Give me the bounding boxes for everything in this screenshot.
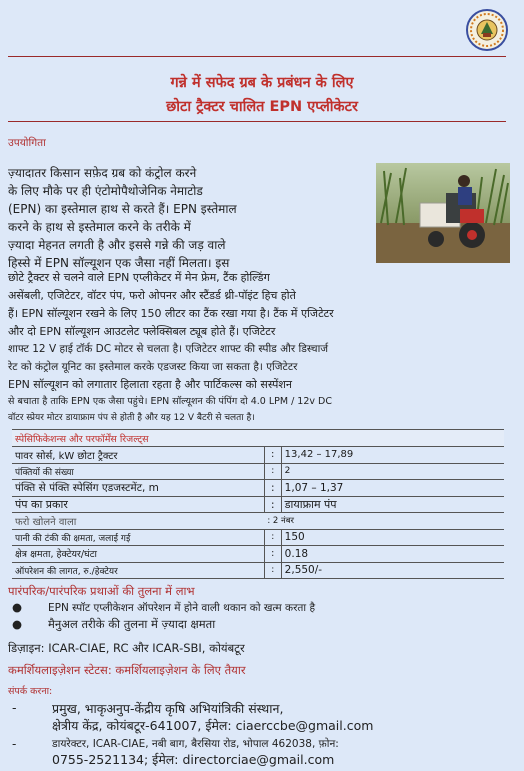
table-row — [12, 562, 504, 579]
benefit-item — [12, 617, 215, 632]
utility-heading: उपयोगिता — [8, 137, 46, 149]
utility-line: हैं। EPN सॉल्यूशन रखने के लिए 150 लीटर का टैंक रखा गया है। टैंक में एजिटेटर — [8, 307, 334, 320]
table-row — [12, 463, 504, 480]
spec-label: पंक्ति से पंक्ति स्पेसिंग एडजस्टमेंट, m — [12, 480, 264, 497]
utility-line: शाफ्ट 12 V हाई टॉर्क DC मोटर से चलता है। एजिटेटर शाफ्ट की स्पीड और डिस्चार्ज — [8, 343, 329, 355]
spec-label: पंक्तियों की संख्या — [12, 463, 264, 480]
benefit-item — [12, 600, 315, 615]
utility-line: करने के हाथ से इस्तेमाल करने के तरीके में — [8, 220, 191, 234]
utility-line: ज़्यादातर किसान सफ़ेद ग्रब को कंट्रोल करने — [8, 166, 197, 180]
spec-label: क्षेत्र क्षमता, हेक्टेयर/घंटा — [12, 546, 264, 563]
utility-line: वॉटर स्प्रेयर मोटर डायाफ्राम पंप से होती है और यह 12 V बैटरी से चलता है। — [8, 413, 255, 423]
spec-label: ऑपरेशन की लागत, रु./हेक्टेयर — [12, 562, 264, 579]
spec-value: 2,550/- — [281, 562, 504, 579]
spec-colon: : — [264, 480, 281, 497]
spec-label: पंप का प्रकार — [12, 496, 264, 513]
utility-line: असेंबली, एजिटेटर, वॉटर पंप, फरो ओपनर और स्टैंडर्ड थ्री-पॉइंट हिच होते — [8, 289, 296, 302]
utility-line: ज़्यादा मेहनत लगती है और इससे गन्ने की जड़ वाले — [8, 238, 226, 252]
contact-heading: संपर्क करना: — [8, 686, 53, 697]
contact-line: प्रमुख, भाकृअनुप-केंद्रीय कृषि अभियांत्रिकी संस्थान, — [52, 701, 284, 716]
spec-value: 0.18 — [281, 546, 504, 563]
spec-value: 150 — [281, 529, 504, 546]
icar-logo — [465, 8, 509, 52]
bullet-icon: ● — [12, 600, 23, 614]
commercial-status: कमर्शियलाइज़ेशन स्टेटस: कमर्शियलाइज़ेशन के लिए तैयार — [8, 663, 246, 677]
contact-line: 0755-2521134; ईमेल: directorciae@gmail.com — [52, 752, 335, 767]
benefit-text: मैनुअल तरीके की तुलना में ज़्यादा क्षमता — [48, 617, 216, 631]
utility-line: हिस्से में EPN सॉल्यूशन एक जैसा नहीं मिलता। इस — [8, 256, 230, 270]
spec-value: 1,07 – 1,37 — [281, 480, 504, 497]
table-row — [12, 513, 504, 530]
design-credit: डिज़ाइन: ICAR-CIAE, RC और ICAR-SBI, कोयंबटूर — [8, 641, 245, 655]
utility-line: और दो EPN सॉल्यूशन आउटलेट फ्लेक्सिबल ट्यूब होते हैं। एजिटेटर — [8, 325, 276, 338]
spec-label: पानी की टंकी की क्षमता, जलाई गई — [12, 529, 264, 546]
table-row — [12, 546, 504, 563]
benefits-heading: पारंपरिक/पारंपरिक प्रथाओं की तुलना में लाभ — [8, 584, 195, 598]
page-title-line2: छोटा ट्रैक्टर चालित EPN एप्लीकेटर — [166, 99, 358, 115]
bullet-icon: ● — [12, 617, 23, 631]
dash-marker: - — [12, 737, 17, 751]
utility-line: (EPN) का इस्तेमाल हाथ से करते हैं। EPN इस्तेमाल — [8, 202, 237, 216]
utility-line: छोटे ट्रैक्टर से चलने वाले EPN एप्लीकेटर में मेन फ्रेम, टैंक होल्डिंग — [8, 271, 270, 284]
spec-table-title: स्पेसिफिकेशन्स और परफॉर्मेंस रिजल्ट्स — [12, 430, 504, 447]
table-row — [12, 480, 504, 497]
spec-value: 2 — [281, 463, 504, 480]
spec-colon: : — [264, 463, 281, 480]
spec-colon: : — [264, 529, 281, 546]
table-row — [12, 529, 504, 546]
table-row — [12, 447, 504, 464]
title-divider — [8, 121, 506, 122]
spec-label: पावर सोर्स, kW छोटा ट्रैक्टर — [12, 447, 264, 464]
utility-line: से बचाता है ताकि EPN एक जैसा पहुंचे। EPN सॉल्यूशन की पंपिंग दो 4.0 LPM / 12v DC — [8, 396, 332, 407]
page-title-line1: गन्ने में सफेद ग्रब के प्रबंधन के लिए — [170, 75, 354, 91]
dash-marker: - — [12, 700, 17, 715]
contact-line: क्षेत्रीय केंद्र, कोयंबटूर-641007, ईमेल: ciaerccbe@gmail.com — [52, 718, 374, 733]
contact-line: डायरेक्टर, ICAR-CIAE, नबी बाग, बैरसिया रोड, भोपाल 462038, फ़ोन: — [52, 738, 339, 750]
spec-value: 13,42 – 17,89 — [281, 447, 504, 464]
spec-label: फरो खोलने वाला — [12, 513, 264, 530]
top-divider — [8, 56, 506, 57]
spec-colon: : — [264, 447, 281, 464]
spec-colon: : 2 नंबर — [264, 513, 504, 530]
spec-value: डायाफ्राम पंप — [281, 496, 504, 513]
utility-line: EPN सॉल्यूशन को लगातार हिलाता रहता है और पार्टिकल्स को सस्पेंशन — [8, 378, 292, 391]
benefit-text: EPN स्पॉट एप्लीकेशन ऑपरेशन में होने वाली थकान को खत्म करता है — [48, 602, 316, 614]
spec-table-header — [12, 430, 504, 447]
utility-line: रेट को कंट्रोल यूनिट का इस्तेमाल करके एडजस्ट किया जा सकता है। एजिटेटर — [8, 361, 298, 373]
tractor-field-photo — [376, 163, 510, 263]
spec-colon: : — [264, 546, 281, 563]
utility-line: के लिए मौके पर ही एंटोमोपैथोजेनिक नेमाटोड — [8, 184, 203, 198]
table-row — [12, 496, 504, 513]
spec-colon: : — [264, 496, 281, 513]
spec-colon: : — [264, 562, 281, 579]
spec-table — [12, 429, 504, 579]
